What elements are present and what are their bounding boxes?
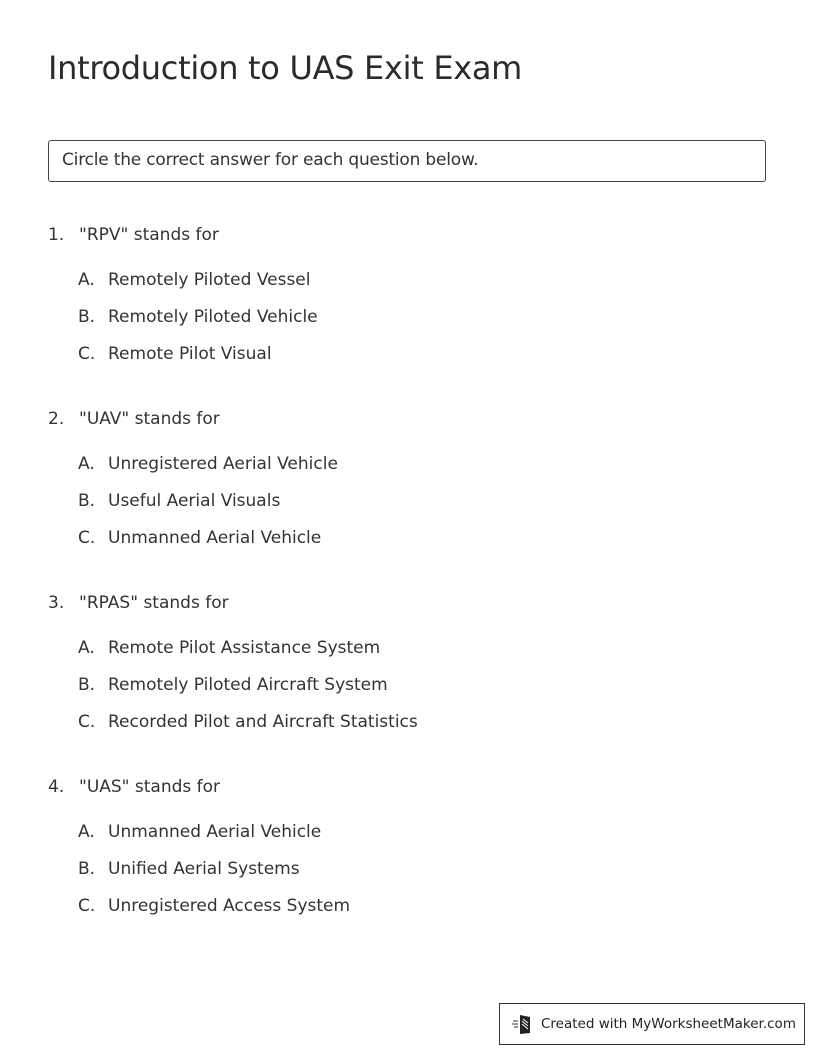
- question-1: [48, 223, 748, 364]
- option-text: Useful Aerial Visuals: [108, 491, 281, 511]
- option-text: Unregistered Access System: [108, 896, 351, 916]
- option-text: Remotely Piloted Aircraft System: [108, 675, 388, 695]
- question-text: "UAS" stands for: [79, 777, 221, 797]
- option-text: Unmanned Aerial Vehicle: [108, 822, 322, 842]
- answer-option-c[interactable]: [78, 526, 578, 563]
- option-letter: C.: [78, 344, 96, 364]
- option-text: Unregistered Aerial Vehicle: [108, 454, 338, 474]
- answer-option-b[interactable]: [78, 673, 578, 710]
- answer-option-b[interactable]: [78, 489, 578, 526]
- option-text: Recorded Pilot and Aircraft Statistics: [108, 712, 418, 732]
- option-text: Remotely Piloted Vehicle: [108, 307, 318, 327]
- option-letter: B.: [78, 859, 96, 879]
- question-number: 1.: [48, 225, 65, 245]
- instructions-box: Circle the correct answer for each question below.: [48, 140, 766, 182]
- answer-option-b[interactable]: [78, 857, 578, 894]
- question-prompt: [48, 591, 748, 615]
- question-2: [48, 407, 748, 548]
- badge-text: Created with MyWorksheetMaker.com: [541, 1016, 796, 1032]
- answer-options: [78, 636, 578, 747]
- option-letter: C.: [78, 528, 96, 548]
- option-text: Remote Pilot Visual: [108, 344, 272, 364]
- question-4: [48, 775, 748, 916]
- question-3: [48, 591, 748, 732]
- answer-options: [78, 452, 578, 563]
- worksheet-maker-logo-icon: [512, 1013, 534, 1035]
- option-text: Remote Pilot Assistance System: [108, 638, 381, 658]
- option-letter: C.: [78, 896, 96, 916]
- answer-option-c[interactable]: [78, 894, 578, 931]
- question-text: "RPV" stands for: [79, 225, 219, 245]
- option-letter: A.: [78, 454, 95, 474]
- question-number: 3.: [48, 593, 65, 613]
- answer-options: [78, 820, 578, 931]
- option-letter: A.: [78, 638, 95, 658]
- answer-option-a[interactable]: [78, 820, 578, 857]
- answer-option-a[interactable]: [78, 452, 578, 489]
- question-text: "UAV" stands for: [79, 409, 220, 429]
- answer-option-a[interactable]: [78, 268, 578, 305]
- option-text: Unified Aerial Systems: [108, 859, 300, 879]
- answer-option-b[interactable]: [78, 305, 578, 342]
- answer-options: [78, 268, 578, 379]
- option-letter: B.: [78, 491, 96, 511]
- page-title: Introduction to UAS Exit Exam: [48, 49, 523, 87]
- answer-option-c[interactable]: [78, 710, 578, 747]
- option-letter: B.: [78, 307, 96, 327]
- question-prompt: [48, 775, 748, 799]
- created-with-badge[interactable]: [499, 1003, 805, 1045]
- option-letter: A.: [78, 822, 95, 842]
- question-prompt: [48, 407, 748, 431]
- answer-option-c[interactable]: [78, 342, 578, 379]
- option-text: Unmanned Aerial Vehicle: [108, 528, 322, 548]
- option-text: Remotely Piloted Vessel: [108, 270, 311, 290]
- option-letter: C.: [78, 712, 96, 732]
- question-text: "RPAS" stands for: [79, 593, 229, 613]
- option-letter: A.: [78, 270, 95, 290]
- answer-option-a[interactable]: [78, 636, 578, 673]
- question-number: 4.: [48, 777, 65, 797]
- question-prompt: [48, 223, 748, 247]
- question-number: 2.: [48, 409, 65, 429]
- option-letter: B.: [78, 675, 96, 695]
